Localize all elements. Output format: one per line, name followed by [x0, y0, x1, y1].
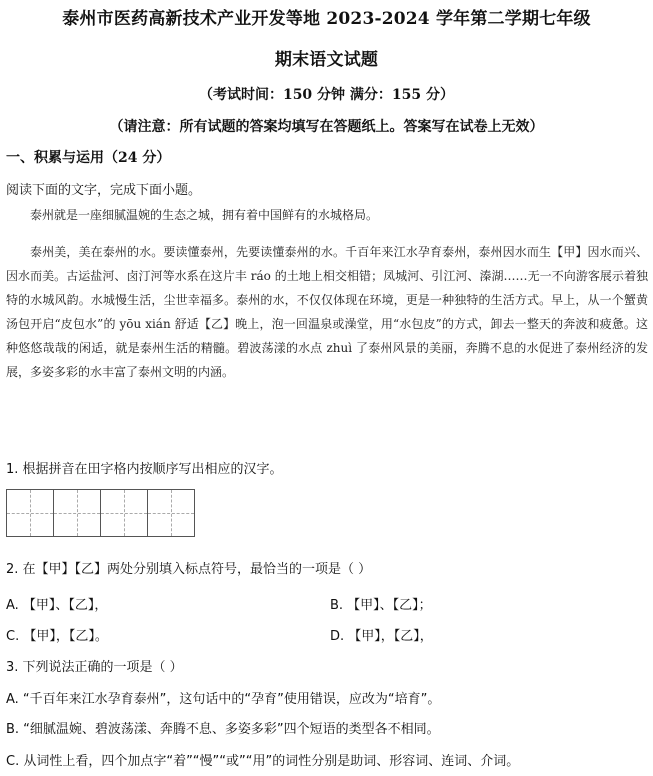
tianzige-cell[interactable] [100, 489, 148, 537]
q2-option-c[interactable]: C. 【甲】，【乙】。 [6, 629, 108, 644]
exam-info: （考试时间：150 分钟 满分：155 分） [198, 87, 455, 103]
q3-option-b[interactable]: B. “细腻温婉、碧波荡漾、奔腾不息、多姿多彩”四个短语的类型各不相同。 [6, 722, 440, 737]
q2-option-b[interactable]: B. 【甲】、【乙】； [330, 598, 432, 613]
tianzige-cell[interactable] [147, 489, 195, 537]
q2-option-a[interactable]: A. 【甲】、【乙】， [6, 598, 108, 613]
q3-option-a[interactable]: A. “千百年来江水孕育泰州”，这句话中的“孕育”使用错误，应改为“培育”。 [6, 692, 441, 707]
q2-option-d[interactable]: D. 【甲】，【乙】， [330, 629, 433, 644]
passage-paragraph-2: 泰州美，美在泰州的水。要读懂泰州，先要读懂泰州的水。千百年来江水孕育泰州，泰州因水而生【甲】因水而兴、因水而美。古运盐河、卤汀河等水系在这片丰 ráo 的土地上相交相错；凤城河、引江河、溱湖……无一不向游客展示着独特的水城风韵。水城慢生活，尘世幸福多。泰州的水，不仅仅体现在环境，更是一种独特的生活方式。早上，从一个蟹黄汤包开启“皮包水”的 yōu xián 舒适【乙】晚上，泡一回温泉或澡堂，用“水包皮”的方式，卸去一整天的奔波和疲惫。这种悠悠哉哉的闲适，就是泰州生活的精髓。碧波荡漾的水点 zhuì 了泰州风景的美丽，奔腾不息的水促进了泰州经济的发展，多姿多彩的水丰富了泰州文明的内涵。 [6, 245, 648, 379]
tianzige-cell[interactable] [53, 489, 101, 537]
question-3: 3. 下列说法正确的一项是（ ） [6, 660, 183, 675]
question-1: 1. 根据拼音在田字格内按顺序写出相应的汉字。 [6, 462, 283, 477]
tianzige-cell[interactable] [6, 489, 54, 537]
passage-paragraph-1: 泰州就是一座细腻温婉的生态之城，拥有着中国鲜有的水城格局。 [30, 208, 379, 222]
reading-instruction: 阅读下面的文字，完成下面小题。 [6, 183, 202, 198]
q3-option-c[interactable]: C. 从词性上看，四个加点字“着”“慢”“或”“用”的词性分别是助词、形容词、连词、介词。 [6, 754, 520, 769]
exam-title-line2: 期末语文试题 [274, 50, 379, 70]
question-2: 2. 在【甲】【乙】两处分别填入标点符号，最恰当的一项是（ ） [6, 562, 372, 577]
exam-title-line1: 泰州市医药高新技术产业开发等地 2023-2024 学年第二学期七年级 [62, 9, 591, 29]
tianzige-grid[interactable] [6, 489, 195, 537]
section-heading: 一、积累与运用（24 分） [6, 150, 171, 166]
exam-notice: （请注意：所有试题的答案均填写在答题纸上。答案写在试卷上无效） [109, 119, 544, 135]
